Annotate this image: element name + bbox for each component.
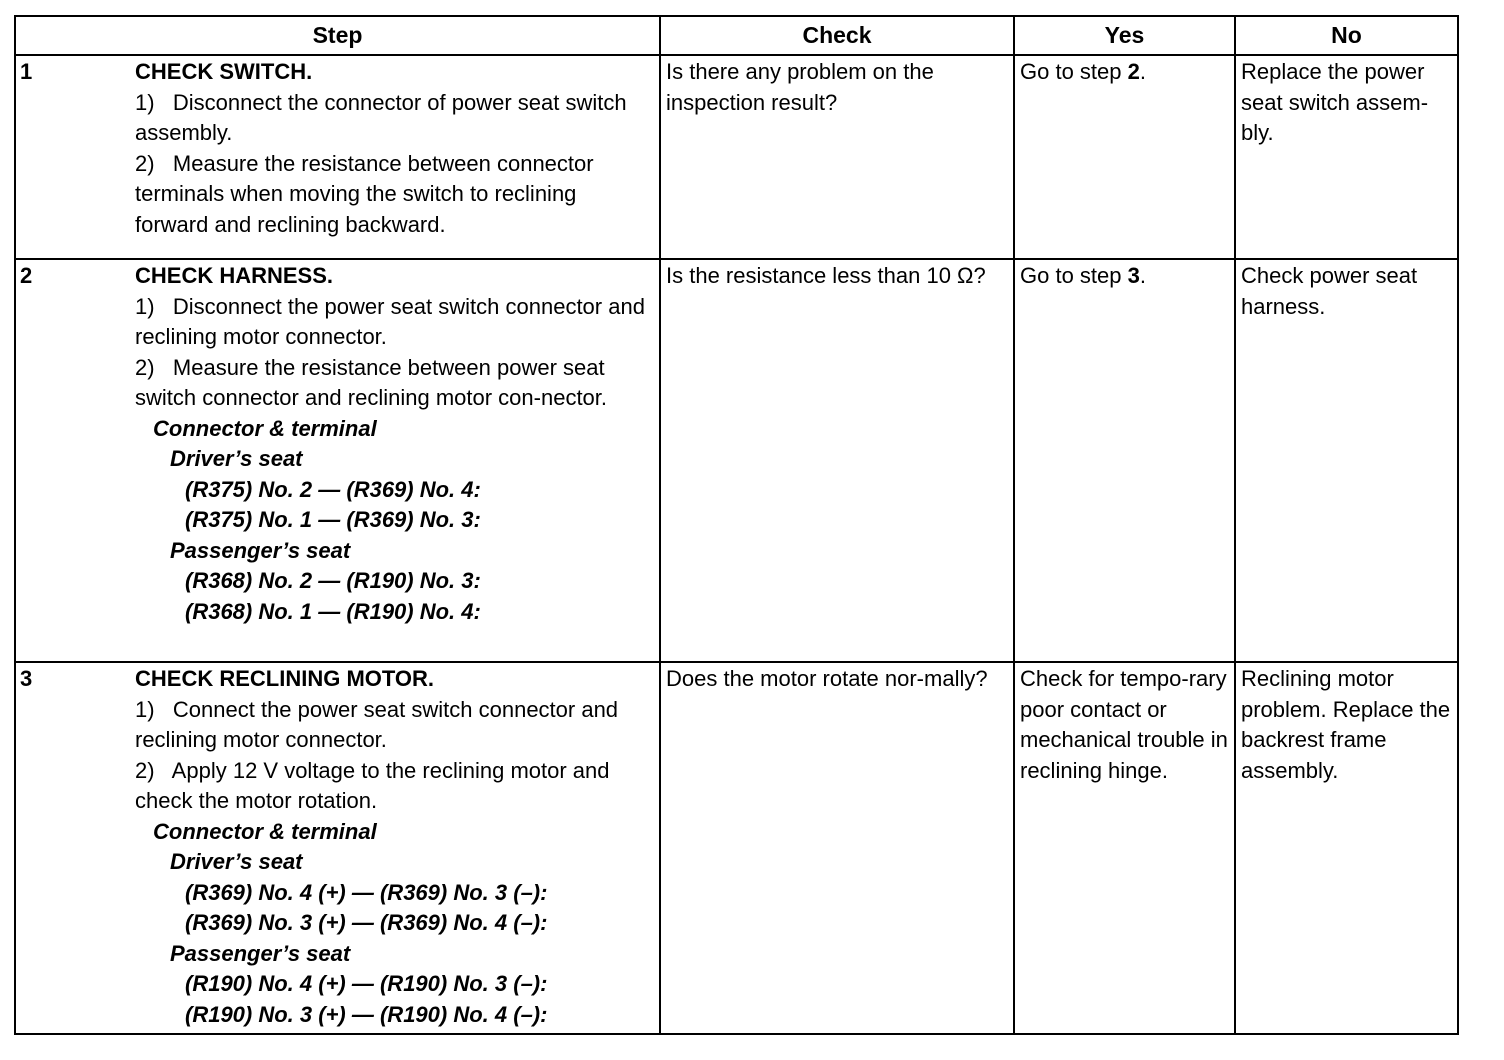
- header-no: No: [1235, 16, 1458, 55]
- terminal-pair: (R368) No. 1 — (R190) No. 4:: [185, 598, 481, 624]
- header-yes: Yes: [1014, 16, 1235, 55]
- step-number: 1: [15, 55, 135, 259]
- yes-suffix: .: [1139, 263, 1146, 288]
- step-ref: 3: [1127, 263, 1140, 288]
- check-cell: Is the resistance less than 10 Ω?: [660, 259, 1014, 662]
- terminal-pair: (R368) No. 2 — (R190) No. 3:: [185, 568, 481, 593]
- terminal-pair: (R190) No. 3 (+) — (R190) No. 4 (–):: [185, 1001, 548, 1027]
- step-number: 3: [15, 662, 135, 1034]
- yes-cell: [1014, 259, 1235, 662]
- connector-terminal-label: Connector & terminal: [153, 415, 377, 441]
- step-number: 2: [15, 259, 135, 662]
- substep: 1) Disconnect the power seat switch connector and reclining motor connector.: [135, 293, 645, 349]
- table-row: [15, 662, 1458, 1034]
- connector-terminal-label: Connector & terminal: [153, 818, 377, 844]
- step-content: [135, 662, 660, 1034]
- yes-text: Go to step: [1020, 59, 1128, 84]
- no-cell: Check power seat harness.: [1235, 259, 1458, 662]
- substep: 2) Apply 12 V voltage to the reclining motor and check the motor rotation.: [135, 757, 610, 813]
- check-cell: Does the motor rotate nor-mally?: [660, 662, 1014, 1034]
- yes-cell: [1014, 55, 1235, 259]
- terminal-pair: (R375) No. 2 — (R369) No. 4:: [185, 476, 481, 502]
- diagnostic-table: [14, 15, 1459, 1035]
- substep: 2) Measure the resistance between connector terminals when moving the switch to reclining forward and reclining backward.: [135, 150, 594, 237]
- yes-suffix: .: [1139, 59, 1146, 84]
- header-step: Step: [15, 16, 660, 55]
- header-check: Check: [660, 16, 1014, 55]
- yes-cell: Check for tempo-rary poor contact or mechanical trouble in reclining hinge.: [1014, 662, 1235, 1034]
- no-cell: Replace the power seat switch assem-bly.: [1235, 55, 1458, 259]
- passengers-seat-label: Passenger’s seat: [170, 940, 351, 966]
- step-ref: 2: [1127, 59, 1140, 84]
- substep: 2) Measure the resistance between power seat switch connector and reclining motor con-nector.: [135, 354, 608, 410]
- step-title: CHECK SWITCH.: [135, 59, 313, 84]
- step-content: [135, 259, 660, 662]
- step-content: [135, 55, 660, 259]
- terminal-pair: (R375) No. 1 — (R369) No. 3:: [185, 507, 481, 532]
- substep: 1) Connect the power seat switch connector and reclining motor connector.: [135, 696, 619, 752]
- terminal-pair: (R190) No. 4 (+) — (R190) No. 3 (–):: [185, 971, 548, 996]
- table-row: [15, 259, 1458, 662]
- yes-text: Go to step: [1020, 263, 1128, 288]
- table-row: [15, 55, 1458, 259]
- no-cell: Reclining motor problem. Replace the backrest frame assembly.: [1235, 662, 1458, 1034]
- passengers-seat-label: Passenger’s seat: [170, 537, 351, 563]
- terminal-pair: (R369) No. 4 (+) — (R369) No. 3 (–):: [185, 879, 548, 905]
- drivers-seat-label: Driver’s seat: [170, 446, 303, 471]
- terminal-pair: (R369) No. 3 (+) — (R369) No. 4 (–):: [185, 910, 548, 935]
- substep: 1) Disconnect the connector of power seat switch assembly.: [135, 89, 627, 145]
- check-cell: Is there any problem on the inspection result?: [660, 55, 1014, 259]
- header-row: [15, 16, 1458, 55]
- step-title: CHECK RECLINING MOTOR.: [135, 666, 435, 691]
- step-title: CHECK HARNESS.: [135, 263, 334, 288]
- drivers-seat-label: Driver’s seat: [170, 849, 303, 874]
